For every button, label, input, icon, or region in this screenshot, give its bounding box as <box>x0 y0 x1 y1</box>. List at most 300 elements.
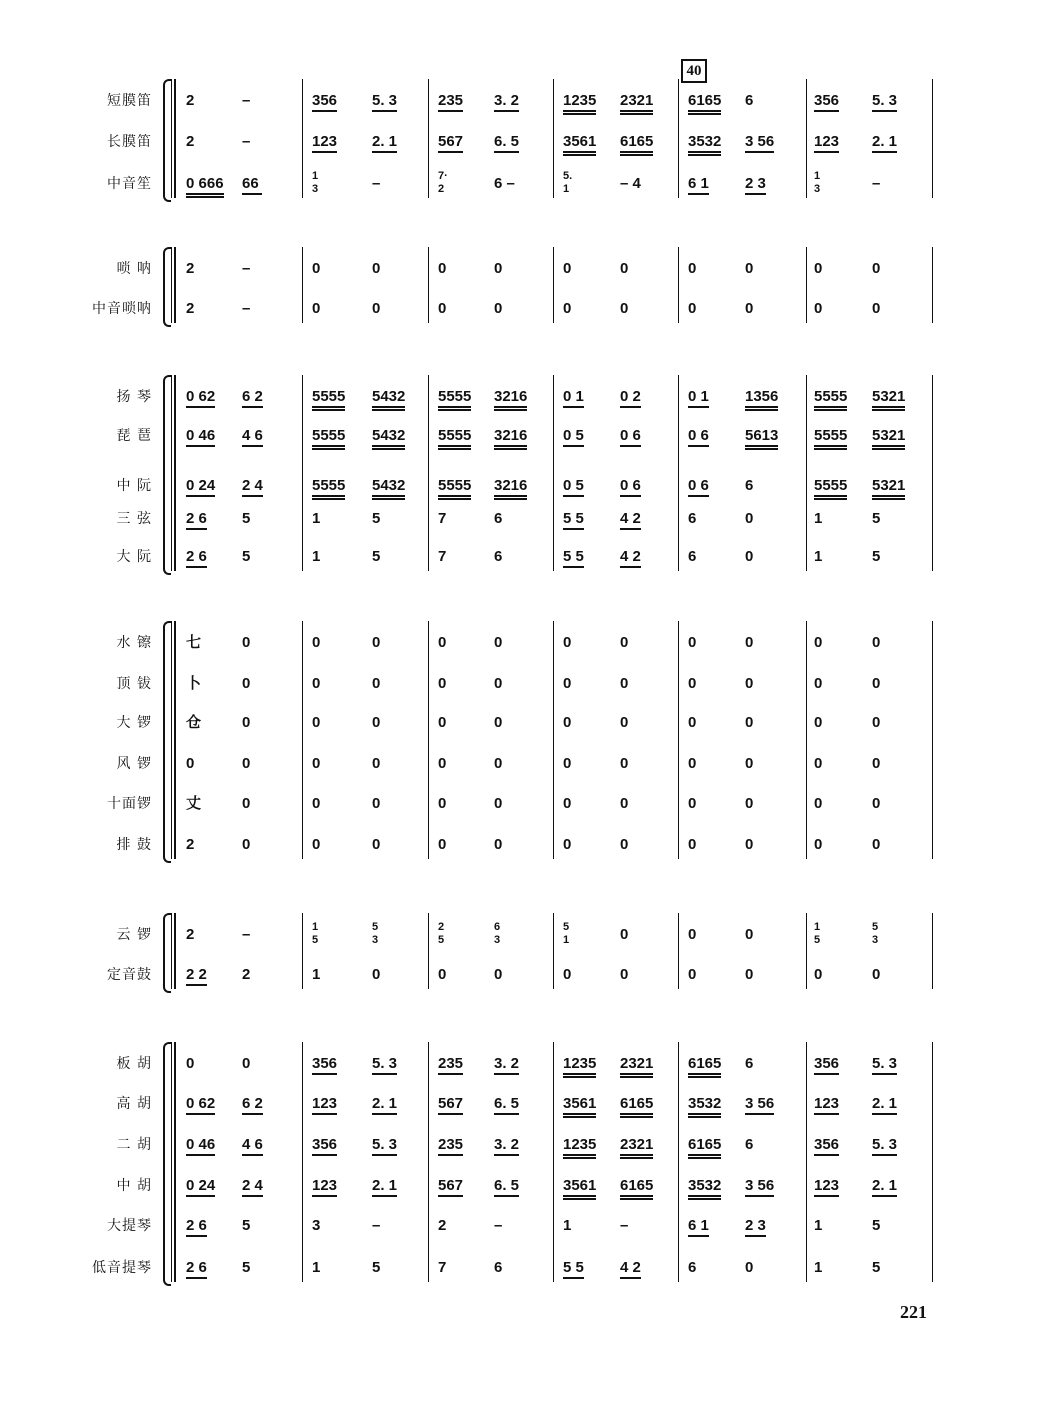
beam-underline <box>872 445 905 447</box>
notation-cell: 0 <box>688 714 697 731</box>
measure-barline <box>428 913 429 989</box>
beam-underline <box>688 193 709 195</box>
beam-underline <box>242 445 263 447</box>
notation-cell: 1235 <box>563 92 597 109</box>
notation-cell: 235 <box>438 1055 464 1072</box>
beam-underline <box>872 1195 897 1197</box>
notation-cell: 0 666 <box>186 175 224 192</box>
notation-cell: 0 <box>688 836 697 853</box>
notation-cell: 0 <box>872 836 881 853</box>
notation-cell: 0 <box>620 714 629 731</box>
notation-cell: 3561 <box>563 1095 597 1112</box>
notation-cell: 6 <box>688 548 697 565</box>
beam-underline <box>620 151 653 153</box>
beam-underline <box>814 151 839 153</box>
notation-cell: 6 <box>745 92 754 109</box>
notation-cell: 2 <box>186 836 195 853</box>
beam-underline <box>372 495 405 497</box>
beam-underline <box>688 495 709 497</box>
notation-cell: 0 <box>688 926 697 943</box>
measure-barline <box>932 1042 933 1282</box>
beam-underline <box>372 1113 397 1115</box>
notation-cell: 2 <box>186 300 195 317</box>
notation-cell: 0 <box>312 755 321 772</box>
notation-cell: 7 <box>438 548 447 565</box>
beam-underline <box>620 1198 653 1200</box>
notation-cell: 0 <box>814 300 823 317</box>
notation-cell: 5432 <box>372 388 406 405</box>
beam-underline <box>620 113 653 115</box>
notation-cell: 卜 <box>186 675 202 692</box>
notation-cell: 0 <box>494 714 503 731</box>
notation-cell: 5 3 <box>872 921 879 946</box>
beam-underline <box>620 445 641 447</box>
beam-underline <box>872 448 905 450</box>
beam-underline <box>563 110 596 112</box>
beam-underline <box>186 1195 215 1197</box>
group-bracket <box>163 913 171 993</box>
beam-underline <box>620 1076 653 1078</box>
notation-cell: 5555 <box>438 388 472 405</box>
notation-cell: 1 5 <box>312 921 319 946</box>
beam-underline <box>494 495 527 497</box>
notation-cell: 0 <box>872 300 881 317</box>
beam-underline <box>438 498 471 500</box>
notation-cell: – <box>242 92 251 109</box>
page-number: 221 <box>900 1302 927 1322</box>
system-barline <box>171 247 172 323</box>
notation-cell: 4 2 <box>620 510 641 527</box>
measure-barline <box>678 79 679 198</box>
notation-cell: – <box>620 1217 629 1234</box>
beam-underline <box>814 409 847 411</box>
beam-underline <box>186 1154 215 1156</box>
notation-cell: 6 <box>494 510 503 527</box>
notation-cell: 6. 5 <box>494 1095 520 1112</box>
notation-cell: 0 <box>688 634 697 651</box>
measure-barline <box>932 79 933 198</box>
beam-underline <box>688 154 721 156</box>
beam-underline <box>745 1113 774 1115</box>
system-barline <box>174 79 176 198</box>
beam-underline <box>372 498 405 500</box>
notation-cell: 0 <box>372 755 381 772</box>
beam-underline <box>186 196 224 198</box>
notation-cell: 0 <box>872 260 881 277</box>
notation-cell: 5555 <box>312 477 346 494</box>
notation-cell: 5 <box>242 548 251 565</box>
notation-cell: – <box>872 175 881 192</box>
notation-cell: 2 3 <box>745 175 766 192</box>
notation-cell: 2. 1 <box>372 1095 398 1112</box>
notation-cell: 0 <box>872 675 881 692</box>
measure-barline <box>302 79 303 198</box>
notation-cell: 356 <box>814 92 840 109</box>
notation-cell: 2 6 <box>186 510 207 527</box>
beam-underline <box>372 406 405 408</box>
notation-cell: 仓 <box>186 714 202 731</box>
notation-cell: 1235 <box>563 1136 597 1153</box>
notation-cell: 0 <box>372 836 381 853</box>
notation-cell: 2 2 <box>186 966 207 983</box>
notation-cell: 5555 <box>312 388 346 405</box>
beam-underline <box>563 1277 584 1279</box>
notation-cell: 6 – <box>494 175 515 192</box>
group-bracket <box>163 1042 171 1286</box>
notation-cell: 0 <box>814 634 823 651</box>
system-barline <box>171 79 172 198</box>
beam-underline <box>814 1154 839 1156</box>
notation-cell: 5. 3 <box>872 1136 898 1153</box>
notation-cell: – <box>242 300 251 317</box>
notation-cell: 2. 1 <box>372 1177 398 1194</box>
notation-cell: 5555 <box>438 427 472 444</box>
notation-cell: 1 5 <box>814 921 821 946</box>
notation-cell: 2 4 <box>242 477 263 494</box>
notation-cell: 0 <box>563 755 572 772</box>
beam-underline <box>312 1113 337 1115</box>
beam-underline <box>372 1195 397 1197</box>
beam-underline <box>620 1195 653 1197</box>
beam-underline <box>563 1113 596 1115</box>
notation-cell: 0 <box>563 634 572 651</box>
beam-underline <box>872 1113 897 1115</box>
beam-underline <box>438 151 463 153</box>
beam-underline <box>620 154 653 156</box>
notation-cell: 0 <box>372 966 381 983</box>
beam-underline <box>814 495 847 497</box>
notation-cell: 5 5 <box>563 510 584 527</box>
notation-cell: 0 <box>745 634 754 651</box>
measure-barline <box>932 247 933 323</box>
notation-cell: 2321 <box>620 1055 654 1072</box>
instrument-label: 大 锣 <box>116 715 152 731</box>
notation-cell: 0 <box>814 714 823 731</box>
notation-cell: 6 2 <box>242 1095 263 1112</box>
notation-cell: 0 <box>814 795 823 812</box>
beam-underline <box>745 1235 766 1237</box>
notation-cell: 0 <box>745 300 754 317</box>
notation-cell: 0 <box>372 714 381 731</box>
notation-cell: 5 <box>872 1217 881 1234</box>
notation-cell: 0 <box>494 634 503 651</box>
notation-cell: 0 <box>872 634 881 651</box>
beam-underline <box>814 406 847 408</box>
beam-underline <box>563 113 596 115</box>
notation-cell: 5 5 <box>563 1259 584 1276</box>
notation-cell: 5. 3 <box>872 92 898 109</box>
system-barline <box>171 621 172 859</box>
beam-underline <box>438 448 471 450</box>
beam-underline <box>186 528 207 530</box>
notation-cell: 5555 <box>814 427 848 444</box>
notation-cell: 1 <box>563 1217 572 1234</box>
beam-underline <box>814 1113 839 1115</box>
notation-cell: 2. 1 <box>872 1177 898 1194</box>
notation-cell: 356 <box>814 1136 840 1153</box>
beam-underline <box>872 498 905 500</box>
beam-underline <box>620 110 653 112</box>
beam-underline <box>494 1195 519 1197</box>
instrument-label: 三 弦 <box>116 511 152 527</box>
beam-underline <box>242 1195 263 1197</box>
beam-underline <box>563 1195 596 1197</box>
measure-barline <box>553 375 554 571</box>
beam-underline <box>438 1073 463 1075</box>
beam-underline <box>186 406 215 408</box>
notation-cell: 0 <box>372 795 381 812</box>
notation-cell: 0 <box>242 1055 251 1072</box>
instrument-label: 顶 钹 <box>116 676 152 692</box>
notation-cell: 1 <box>814 1217 823 1234</box>
beam-underline <box>563 154 596 156</box>
beam-underline <box>372 445 405 447</box>
notation-cell: 0 <box>312 634 321 651</box>
beam-underline <box>186 445 215 447</box>
notation-cell: 丈 <box>186 795 202 812</box>
notation-cell: 0 6 <box>620 477 641 494</box>
notation-cell: 0 <box>872 714 881 731</box>
rehearsal-mark: 40 <box>681 59 707 83</box>
measure-barline <box>806 1042 807 1282</box>
notation-cell: 66 <box>242 175 259 192</box>
measure-barline <box>932 913 933 989</box>
notation-cell: 235 <box>438 1136 464 1153</box>
notation-cell: 5 <box>242 1217 251 1234</box>
notation-cell: – 4 <box>620 175 641 192</box>
beam-underline <box>438 110 463 112</box>
notation-cell: 5555 <box>814 388 848 405</box>
beam-underline <box>186 984 207 986</box>
beam-underline <box>688 1235 709 1237</box>
notation-cell: 0 <box>688 966 697 983</box>
notation-cell: 0 <box>242 795 251 812</box>
measure-barline <box>678 913 679 989</box>
notation-cell: 3532 <box>688 1177 722 1194</box>
measure-barline <box>553 79 554 198</box>
notation-cell: 6 <box>494 1259 503 1276</box>
notation-cell: 6 1 <box>688 1217 709 1234</box>
notation-cell: 0 5 <box>563 427 584 444</box>
measure-barline <box>302 375 303 571</box>
notation-cell: 6 <box>494 548 503 565</box>
notation-cell: 5 <box>372 548 381 565</box>
beam-underline <box>872 151 897 153</box>
notation-cell: 2321 <box>620 1136 654 1153</box>
notation-cell: 3. 2 <box>494 92 520 109</box>
notation-cell: 2 6 <box>186 548 207 565</box>
notation-cell: 3. 2 <box>494 1055 520 1072</box>
notation-cell: 0 <box>563 966 572 983</box>
instrument-label: 中音唢呐 <box>92 301 152 317</box>
notation-cell: 3216 <box>494 427 528 444</box>
notation-cell: 6165 <box>688 1055 722 1072</box>
beam-underline <box>494 151 519 153</box>
notation-cell: 0 <box>494 795 503 812</box>
notation-cell: 2 <box>186 926 195 943</box>
notation-cell: 7 <box>438 1259 447 1276</box>
notation-cell: 3 <box>312 1217 321 1234</box>
beam-underline <box>494 445 527 447</box>
notation-cell: 0 <box>438 675 447 692</box>
notation-cell: 5. 3 <box>872 1055 898 1072</box>
notation-cell: 4 6 <box>242 1136 263 1153</box>
notation-cell: 0 6 <box>688 427 709 444</box>
notation-cell: 0 <box>312 675 321 692</box>
notation-cell: 5 <box>242 510 251 527</box>
notation-cell: 0 <box>620 966 629 983</box>
beam-underline <box>745 409 778 411</box>
beam-underline <box>563 566 584 568</box>
notation-cell: 5555 <box>438 477 472 494</box>
notation-cell: 6 <box>745 1136 754 1153</box>
system-barline <box>171 1042 172 1282</box>
beam-underline <box>620 1073 653 1075</box>
instrument-label: 定音鼓 <box>107 967 152 983</box>
notation-cell: 0 <box>372 675 381 692</box>
system-barline <box>174 913 176 989</box>
notation-cell: 0 <box>745 1259 754 1276</box>
instrument-label: 大 阮 <box>116 549 152 565</box>
notation-cell: 0 <box>814 966 823 983</box>
notation-cell: 0 <box>242 634 251 651</box>
notation-cell: 0 <box>814 755 823 772</box>
notation-cell: 2. 1 <box>872 133 898 150</box>
notation-cell: 1 <box>814 548 823 565</box>
notation-cell: 6165 <box>688 1136 722 1153</box>
beam-underline <box>312 406 345 408</box>
notation-cell: 6165 <box>620 1177 654 1194</box>
group-bracket <box>163 247 171 327</box>
notation-cell: 0 <box>494 675 503 692</box>
notation-cell: 0 <box>814 260 823 277</box>
notation-cell: 6 1 <box>688 175 709 192</box>
measure-barline <box>428 247 429 323</box>
beam-underline <box>438 406 471 408</box>
notation-cell: 0 <box>745 260 754 277</box>
notation-cell: 3 56 <box>745 1095 775 1112</box>
notation-cell: 0 <box>620 755 629 772</box>
notation-cell: 0 <box>312 836 321 853</box>
notation-cell: 0 46 <box>186 1136 216 1153</box>
notation-cell: 0 <box>620 675 629 692</box>
beam-underline <box>494 1073 519 1075</box>
instrument-label: 中 胡 <box>116 1178 152 1194</box>
notation-cell: 1 3 <box>814 170 821 195</box>
measure-barline <box>806 79 807 198</box>
notation-cell: 1 <box>814 510 823 527</box>
system-barline <box>171 913 172 989</box>
notation-cell: 356 <box>312 1136 338 1153</box>
notation-cell: 0 <box>620 836 629 853</box>
notation-cell: 235 <box>438 92 464 109</box>
beam-underline <box>242 1154 263 1156</box>
measure-barline <box>428 375 429 571</box>
notation-cell: 3. 2 <box>494 1136 520 1153</box>
instrument-label: 二 胡 <box>116 1137 152 1153</box>
notation-cell: 356 <box>814 1055 840 1072</box>
beam-underline <box>242 495 263 497</box>
beam-underline <box>438 1113 463 1115</box>
notation-cell: 2. 1 <box>372 133 398 150</box>
notation-cell: 0 <box>242 675 251 692</box>
measure-barline <box>806 247 807 323</box>
notation-cell: 5. 3 <box>372 1055 398 1072</box>
beam-underline <box>563 528 584 530</box>
notation-cell: 0 <box>563 836 572 853</box>
notation-cell: 5555 <box>312 427 346 444</box>
notation-cell: 6 2 <box>242 388 263 405</box>
notation-cell: 5321 <box>872 388 906 405</box>
notation-cell: – <box>242 133 251 150</box>
beam-underline <box>814 448 847 450</box>
beam-underline <box>494 448 527 450</box>
notation-cell: 0 5 <box>563 477 584 494</box>
notation-cell: 0 <box>620 795 629 812</box>
notation-cell: 6 <box>688 510 697 527</box>
beam-underline <box>688 151 721 153</box>
beam-underline <box>312 1073 337 1075</box>
notation-cell: 0 <box>242 714 251 731</box>
notation-cell: 1 <box>312 510 321 527</box>
notation-cell: 0 <box>438 836 447 853</box>
notation-cell: 3561 <box>563 133 597 150</box>
beam-underline <box>688 110 721 112</box>
beam-underline <box>814 445 847 447</box>
notation-cell: 2. 1 <box>872 1095 898 1112</box>
system-barline <box>174 1042 176 1282</box>
notation-cell: 0 <box>494 300 503 317</box>
beam-underline <box>814 1195 839 1197</box>
notation-cell: 5432 <box>372 477 406 494</box>
notation-cell: 0 <box>745 755 754 772</box>
notation-cell: 5613 <box>745 427 779 444</box>
beam-underline <box>438 1154 463 1156</box>
notation-cell: 0 <box>620 634 629 651</box>
notation-cell: 0 <box>372 300 381 317</box>
notation-cell: 0 2 <box>620 388 641 405</box>
beam-underline <box>494 406 527 408</box>
notation-cell: 0 46 <box>186 427 216 444</box>
beam-underline <box>242 1113 263 1115</box>
beam-underline <box>872 110 897 112</box>
beam-underline <box>494 498 527 500</box>
notation-cell: 3 56 <box>745 133 775 150</box>
notation-cell: 0 <box>563 714 572 731</box>
group-bracket <box>163 621 171 863</box>
notation-cell: 6165 <box>620 133 654 150</box>
beam-underline <box>620 495 641 497</box>
instrument-label: 云 锣 <box>116 927 152 943</box>
notation-cell: – <box>242 926 251 943</box>
notation-cell: 0 <box>438 966 447 983</box>
notation-cell: 5321 <box>872 427 906 444</box>
beam-underline <box>563 1073 596 1075</box>
notation-cell: 356 <box>312 92 338 109</box>
notation-cell: – <box>242 260 251 277</box>
beam-underline <box>620 566 641 568</box>
notation-cell: 6165 <box>688 92 722 109</box>
notation-cell: 0 <box>745 836 754 853</box>
notation-cell: 2 <box>242 966 251 983</box>
notation-cell: 123 <box>814 1177 840 1194</box>
beam-underline <box>688 1116 721 1118</box>
notation-cell: 2 5 <box>438 921 445 946</box>
notation-cell: 0 <box>438 755 447 772</box>
notation-cell: 5. 3 <box>372 1136 398 1153</box>
system-barline <box>174 375 176 571</box>
notation-cell: 2 <box>186 133 195 150</box>
